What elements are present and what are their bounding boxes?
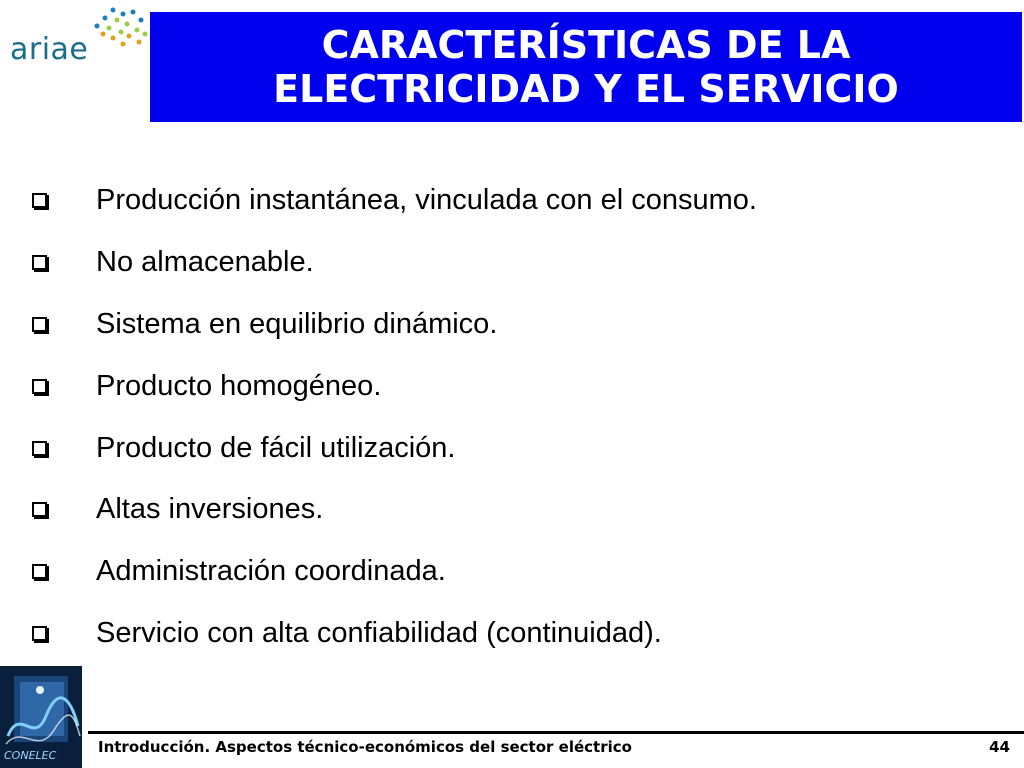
list-item <box>30 541 1010 603</box>
bullet-text: Producto homogéneo. <box>96 369 382 402</box>
bullet-text: Producto de fácil utilización. <box>96 431 456 464</box>
list-item <box>30 417 1010 479</box>
footer-text: Introducción. Aspectos técnico-económicos del sector eléctrico <box>98 738 632 756</box>
bullet-text: No almacenable. <box>96 246 314 279</box>
bullet-text: Altas inversiones. <box>96 493 324 526</box>
title-line-2: ELECTRICIDAD Y EL SERVICIO <box>273 67 899 111</box>
list-item <box>30 355 1010 417</box>
bullet-list <box>30 170 1010 664</box>
list-item <box>30 603 1010 665</box>
bullet-text: Administración coordinada. <box>96 555 446 588</box>
bullet-text: Producción instantánea, vinculada con el consumo. <box>96 184 757 217</box>
checkbox-square-icon <box>32 564 47 579</box>
title-line-1: CARACTERÍSTICAS DE LA <box>321 23 851 67</box>
list-item <box>30 479 1010 541</box>
list-item <box>30 294 1010 356</box>
page-number: 44 <box>989 738 1010 756</box>
conelec-logo <box>0 666 82 768</box>
footer-divider <box>88 731 1024 734</box>
checkbox-square-icon <box>32 193 47 208</box>
title-banner <box>150 12 1022 122</box>
logo-dots-icon <box>83 4 153 54</box>
checkbox-square-icon <box>32 317 47 332</box>
page-title <box>273 23 899 111</box>
checkbox-square-icon <box>32 379 47 394</box>
checkbox-square-icon <box>32 626 47 641</box>
logo-text: ariae <box>10 32 89 67</box>
conelec-text: CONELEC <box>4 749 57 762</box>
checkbox-square-icon <box>32 255 47 270</box>
list-item <box>30 170 1010 232</box>
bullet-text: Sistema en equilibrio dinámico. <box>96 307 498 340</box>
checkbox-square-icon <box>32 441 47 456</box>
ariae-logo <box>8 4 148 74</box>
list-item <box>30 232 1010 294</box>
bullet-text: Servicio con alta confiabilidad (continuidad). <box>96 616 662 649</box>
checkbox-square-icon <box>32 502 47 517</box>
